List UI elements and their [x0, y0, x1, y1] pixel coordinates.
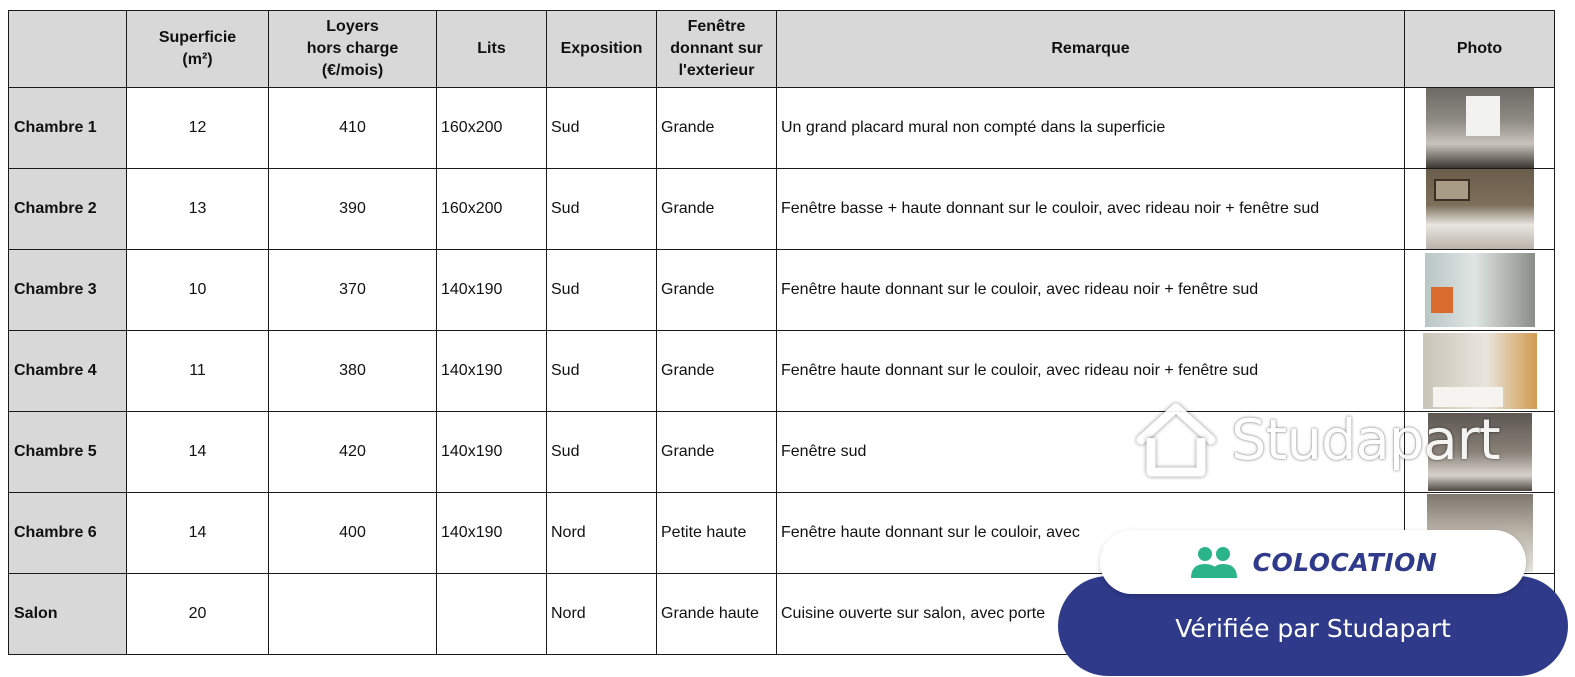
header-fenetre: Fenêtre donnant sur l'exterieur [657, 11, 777, 88]
room-name: Salon [9, 574, 127, 655]
room-fenetre: Grande [657, 331, 777, 412]
header-photo: Photo [1405, 11, 1555, 88]
room-superficie: 14 [127, 412, 269, 493]
table-row [9, 250, 1555, 331]
room-lits: 140x190 [437, 493, 547, 574]
room-loyer: 410 [269, 88, 437, 169]
room-lits: 140x190 [437, 250, 547, 331]
room-photo-cell [1405, 88, 1555, 169]
room-superficie: 12 [127, 88, 269, 169]
colocation-pill [1100, 530, 1526, 594]
header-lits: Lits [437, 11, 547, 88]
header-blank [9, 11, 127, 88]
room-photo-cell [1405, 169, 1555, 250]
header-remarque: Remarque [777, 11, 1405, 88]
room-exposition: Sud [547, 169, 657, 250]
room-lits: 140x190 [437, 331, 547, 412]
room-photo[interactable] [1423, 333, 1537, 409]
room-fenetre: Petite haute [657, 493, 777, 574]
room-remarque: Fenêtre sud [777, 412, 1405, 493]
header-superficie: Superficie (m²) [127, 11, 269, 88]
room-remarque: Fenêtre haute donnant sur le couloir, avec rideau noir + fenêtre sud [777, 331, 1405, 412]
room-photo-cell [1405, 250, 1555, 331]
room-photo[interactable] [1426, 169, 1534, 249]
room-superficie: 11 [127, 331, 269, 412]
colocation-label: COLOCATION [1252, 547, 1438, 577]
room-lits [437, 574, 547, 655]
room-exposition: Nord [547, 493, 657, 574]
room-photo[interactable] [1425, 253, 1535, 327]
room-fenetre: Grande [657, 88, 777, 169]
room-loyer [269, 574, 437, 655]
watermark-text: Studapart [1231, 407, 1500, 473]
room-fenetre: Grande [657, 169, 777, 250]
room-name: Chambre 6 [9, 493, 127, 574]
room-loyer: 400 [269, 493, 437, 574]
room-loyer: 420 [269, 412, 437, 493]
users-icon [1189, 545, 1239, 579]
room-lits: 140x190 [437, 412, 547, 493]
room-superficie: 10 [127, 250, 269, 331]
room-loyer: 380 [269, 331, 437, 412]
room-exposition: Nord [547, 574, 657, 655]
room-loyer: 370 [269, 250, 437, 331]
studapart-watermark [1133, 400, 1500, 480]
verified-text: Vérifiée par Studapart [1175, 614, 1451, 643]
room-loyer: 390 [269, 169, 437, 250]
room-fenetre: Grande [657, 412, 777, 493]
header-exposition: Exposition [547, 11, 657, 88]
room-remarque: Cuisine ouverte sur salon, avec porte [777, 574, 1405, 655]
room-exposition: Sud [547, 250, 657, 331]
table-row [9, 88, 1555, 169]
room-fenetre: Grande haute [657, 574, 777, 655]
header-row [9, 11, 1555, 88]
room-remarque: Fenêtre basse + haute donnant sur le couloir, avec rideau noir + fenêtre sud [777, 169, 1405, 250]
room-name: Chambre 2 [9, 169, 127, 250]
room-lits: 160x200 [437, 169, 547, 250]
room-superficie: 20 [127, 574, 269, 655]
room-name: Chambre 5 [9, 412, 127, 493]
room-exposition: Sud [547, 88, 657, 169]
house-smile-icon [1133, 400, 1219, 480]
room-remarque: Fenêtre haute donnant sur le couloir, avec rideau noir + fenêtre sud [777, 250, 1405, 331]
room-remarque: Fenêtre haute donnant sur le couloir, avec [777, 493, 1405, 574]
room-name: Chambre 3 [9, 250, 127, 331]
header-loyers: Loyers hors charge (€/mois) [269, 11, 437, 88]
room-name: Chambre 4 [9, 331, 127, 412]
room-superficie: 14 [127, 493, 269, 574]
room-exposition: Sud [547, 331, 657, 412]
room-photo[interactable] [1426, 88, 1534, 168]
room-fenetre: Grande [657, 250, 777, 331]
room-remarque: Un grand placard mural non compté dans la superficie [777, 88, 1405, 169]
table-row [9, 169, 1555, 250]
room-superficie: 13 [127, 169, 269, 250]
room-exposition: Sud [547, 412, 657, 493]
room-name: Chambre 1 [9, 88, 127, 169]
room-lits: 160x200 [437, 88, 547, 169]
